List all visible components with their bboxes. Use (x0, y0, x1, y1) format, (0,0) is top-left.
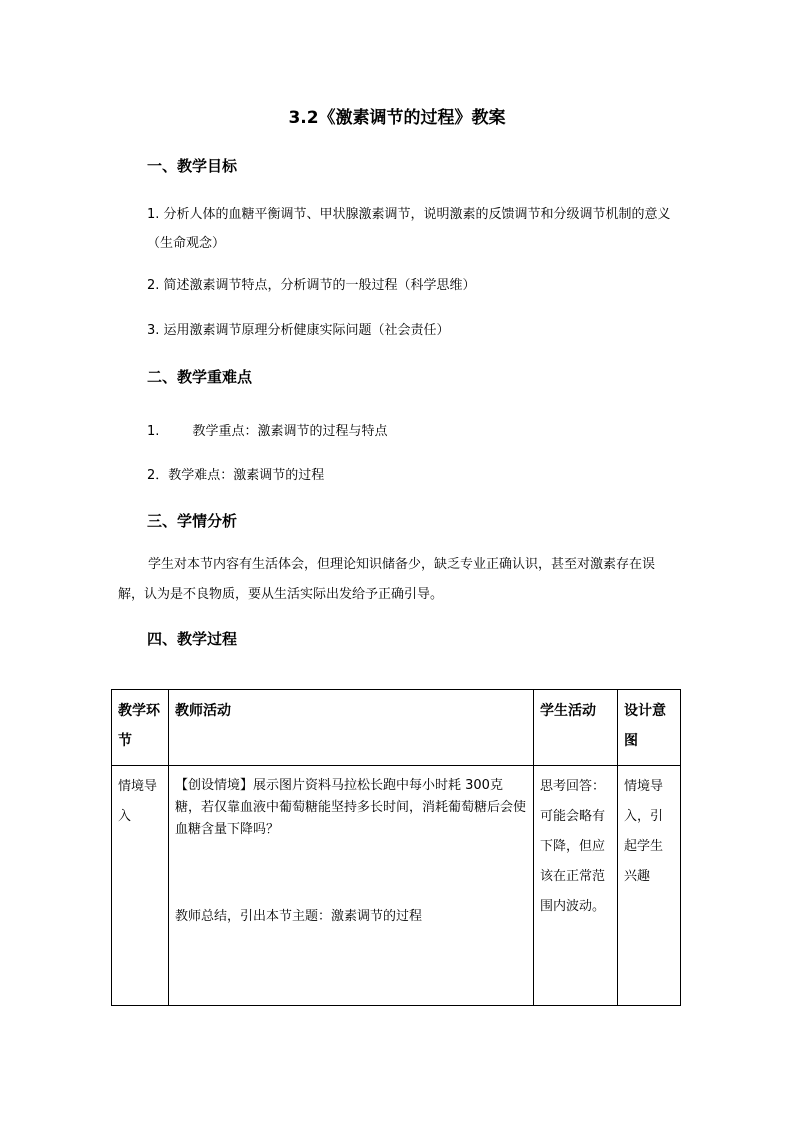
objective-item-3: 3. 运用激素调节原理分析健康实际问题（社会责任） (147, 323, 450, 338)
learner-analysis-paragraph: 学生对本节内容有生活体会，但理论知识储备少，缺乏专业正确认识，甚至对激素存在误解，认为是不良物质，要从生活实际出发给予正确引导。 (118, 557, 656, 602)
table-row (112, 766, 681, 1006)
section-heading-learner-analysis: 三、学情分析 (147, 512, 238, 530)
header-teacher-activity: 教师活动 (169, 690, 534, 766)
section-heading-key-points: 二、教学重难点 (147, 368, 253, 386)
student-activity-cell: 思考回答：可能会略有下降，但应该在正常范围内波动。 (534, 766, 618, 1006)
section-heading-objectives: 一、教学目标 (147, 157, 238, 175)
teacher-activity-scenario: 【创设情境】展示图片资料马拉松长跑中每小时耗 300克糖，若仅靠血液中葡萄糖能坚持多长时间，消耗葡萄糖后会使血糖含量下降吗？ (175, 778, 527, 837)
section-heading-process: 四、教学过程 (147, 630, 238, 648)
design-intent-cell: 情境导入，引起学生兴趣 (618, 766, 681, 1006)
header-design-intent: 设计意图 (618, 690, 681, 766)
header-student-activity: 学生活动 (534, 690, 618, 766)
stage-cell: 情境导入 (112, 766, 169, 1006)
teaching-process-table (111, 689, 681, 1006)
objective-item-2: 2. 简述激素调节特点，分析调节的一般过程（科学思维） (147, 278, 476, 293)
header-stage: 教学环节 (112, 690, 169, 766)
key-point-item: 1. 教学重点：激素调节的过程与特点 (147, 424, 388, 439)
teacher-activity-cell (169, 766, 534, 1006)
objective-item-1: 1. 分析人体的血糖平衡调节、甲状腺激素调节，说明激素的反馈调节和分级调节机制的意义（生命观念） (147, 207, 671, 251)
difficulty-item: 2．教学难点：激素调节的过程 (147, 468, 325, 483)
table-header-row (112, 690, 681, 766)
document-title: 3.2《激素调节的过程》教案 (288, 108, 506, 128)
teacher-activity-summary: 教师总结，引出本节主题：激素调节的过程 (175, 909, 423, 924)
